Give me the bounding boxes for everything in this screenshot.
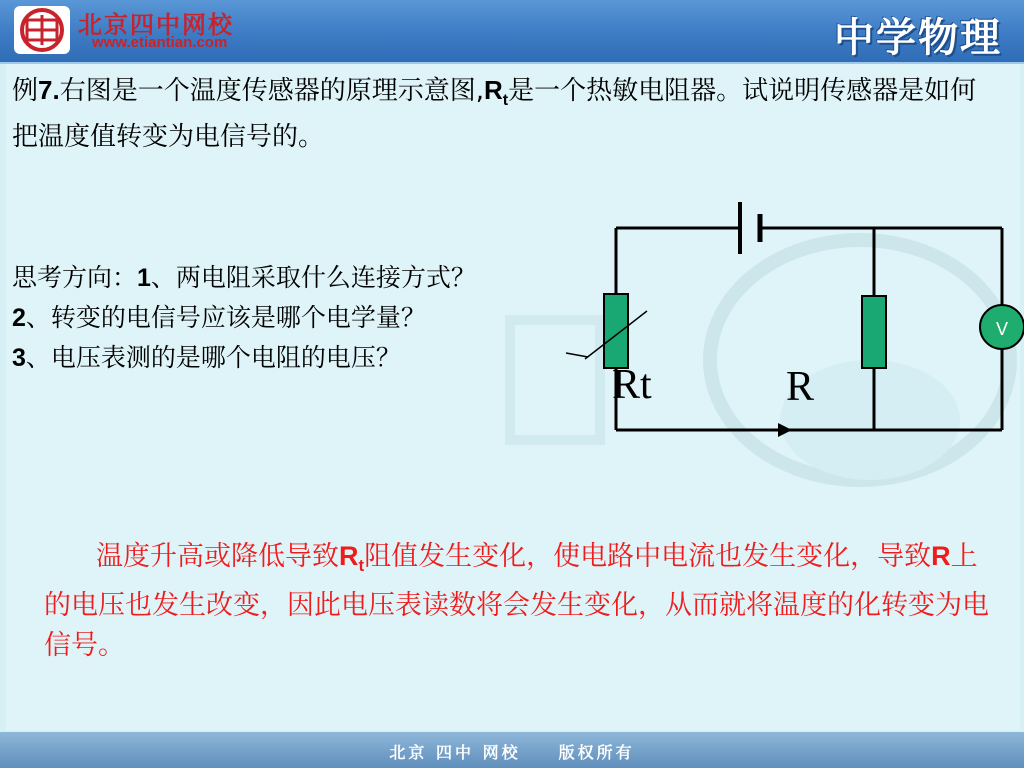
school-logo (14, 6, 70, 54)
copyright-text: 北京 四中 网校 版权所有 (389, 743, 635, 762)
answer-part3: 上的电压也发生改变，因此电压表读数将会发生变化，从而就将温度的化转变为电信号。 (44, 541, 989, 662)
answer-rt-subscript: t (358, 556, 365, 576)
thinking-intro: 思考方向： (12, 263, 138, 292)
voltmeter-label: V (995, 319, 1009, 339)
answer-rt-symbol: R (339, 541, 359, 571)
question-label: 例 (12, 76, 39, 106)
answer-text (44, 536, 1002, 666)
current-arrow-icon (778, 423, 792, 437)
school-name: 北京四中网校 (78, 11, 234, 39)
answer-r-symbol: R (931, 541, 951, 571)
subject-title: 中学物理 (834, 15, 1002, 61)
header-banner (0, 0, 1024, 64)
thinking-number-2: 2 (12, 304, 26, 332)
thinking-item-3 (12, 338, 592, 378)
answer-part2: 阻值发生变化，使电路中电流也发生变化，导致 (364, 541, 932, 572)
footer-bar (0, 732, 1024, 768)
rt-subscript: t (502, 92, 509, 110)
thinking-item-2 (12, 298, 592, 338)
question-number: 7. (38, 75, 60, 105)
thinking-number-1: 1 (137, 264, 151, 292)
thinking-directions (12, 258, 592, 378)
pointer-line (566, 353, 588, 357)
thinking-question-2: 、转变的电信号应该是哪个电学量？ (25, 303, 426, 332)
school-logo-icon (14, 6, 70, 54)
resistor-r (862, 296, 886, 368)
battery-icon (740, 202, 760, 254)
thermistor-rt (604, 294, 628, 368)
thinking-question-1: 、两电阻采取什么连接方式？ (150, 263, 476, 292)
question-text (12, 72, 1002, 156)
thinking-number-3: 3 (12, 344, 26, 372)
question-text-part2: 是一个热敏电阻器。试说明传感器是如何把温度值转变为电信号的。 (12, 76, 977, 153)
circuit-diagram (560, 196, 1024, 441)
school-url[interactable]: www.etiantian.com (92, 34, 228, 51)
answer-part1: 温度升高或降低导致 (96, 541, 339, 572)
rt-symbol: R (483, 75, 503, 105)
thinking-item-1 (12, 258, 592, 298)
thinking-question-3: 、电压表测的是哪个电阻的电压？ (25, 343, 401, 372)
question-text-part1: 右图是一个温度传感器的原理示意图, (59, 76, 484, 106)
label-rt: Rt (612, 362, 652, 408)
label-r: R (786, 364, 815, 410)
